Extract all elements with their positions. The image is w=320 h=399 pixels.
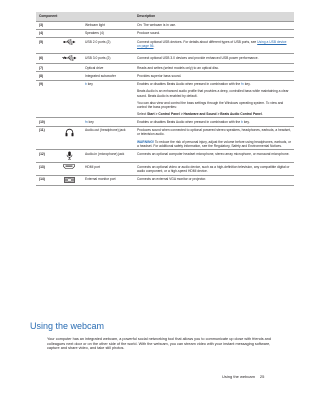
table-header-row	[36, 12, 294, 21]
icon-cell	[56, 21, 82, 29]
component-description	[134, 118, 294, 126]
usb-icon	[63, 39, 76, 45]
table-row	[36, 80, 294, 118]
text: Enables or disables Beats Audio when pressed in combination with the	[137, 82, 242, 87]
table-row	[36, 118, 294, 126]
component-name: Audio-in (microphone) jack	[82, 150, 134, 163]
menu-path: Start > Control Panel > Hardware and Sound > Beats Audio Control Panel	[147, 111, 262, 116]
microphone-icon	[66, 151, 73, 160]
description-text-end: .	[153, 43, 155, 48]
table-row	[36, 38, 294, 54]
text: key.	[242, 120, 250, 125]
section-heading: Using the webcam	[30, 321, 105, 331]
usb-device-link[interactable]: Using a USB device on page 56	[137, 39, 287, 48]
component-description: Reads and writes (select models only) to an optical disc.	[134, 64, 294, 72]
component-description	[134, 80, 294, 118]
component-name: Webcam light	[82, 21, 134, 29]
row-number: (12)	[36, 150, 56, 163]
table-row	[36, 163, 294, 175]
row-number: (9)	[36, 80, 56, 118]
b-key-label: b	[85, 82, 87, 87]
row-number: (7)	[36, 64, 56, 72]
table-row	[36, 64, 294, 72]
component-name: USB 3.0 ports (2)	[82, 54, 134, 64]
headphone-icon	[65, 128, 74, 137]
text: key.	[243, 82, 251, 87]
table-row	[36, 175, 294, 185]
table-row	[36, 54, 294, 64]
component-name	[82, 80, 134, 118]
warning-label: WARNING!	[137, 139, 155, 144]
key-suffix: key	[86, 82, 93, 87]
icon-cell	[56, 72, 82, 80]
footer-label: Using the webcam	[222, 374, 255, 379]
row-number: (10)	[36, 118, 56, 126]
monitor-port-icon	[64, 177, 75, 183]
hdmi-icon	[63, 164, 75, 169]
row-number: (13)	[36, 163, 56, 175]
usb-power-icon	[61, 55, 77, 61]
text: Select	[137, 111, 148, 116]
table-row	[36, 29, 294, 37]
component-name: Integrated subwoofer	[82, 72, 134, 80]
page-number: 25	[259, 374, 265, 379]
component-name	[82, 118, 134, 126]
page-footer	[222, 374, 264, 379]
component-name: Optical drive	[82, 64, 134, 72]
component-description: On: The webcam is in use.	[134, 21, 294, 29]
text: Enables or disables Beats Audio when pressed in combination with the	[137, 120, 242, 125]
component-name: External monitor port	[82, 175, 134, 185]
section-body: Your computer has an integrated webcam, a powerful social networking tool that allows you to communicate up close with friends and colleagues next door or on the other side of the world. With the webcam, you can stream video with your instant messaging software, capture and share video, and take still photos.	[47, 337, 271, 351]
icon-cell	[56, 29, 82, 37]
table-row	[36, 150, 294, 163]
table-row	[36, 21, 294, 29]
row-number: (14)	[36, 175, 56, 185]
component-description	[134, 126, 294, 150]
description-paragraph	[137, 112, 291, 116]
component-description: Provides superior bass sound.	[134, 72, 294, 80]
warning-text: To reduce the risk of personal injury, adjust the volume before using headphones, earbuds, or a headset. For additional safety information, see the Regulatory, Safety and Environmental Notices.	[137, 139, 292, 148]
description-text: Connect optional USB devices. For details about different types of USB ports, see	[137, 39, 258, 44]
component-name: Audio-out (headphone) jack	[82, 126, 134, 150]
icon-cell	[56, 118, 82, 126]
fn-key-label: fn	[85, 120, 88, 125]
icon-cell	[56, 64, 82, 72]
key-suffix: key	[87, 120, 94, 125]
description-paragraph: Produces sound when connected to optional powered stereo speakers, headphones, earbuds, a headset, or television audio.	[137, 128, 291, 137]
description-paragraph: You can also view and control the bass settings through the Windows operating system. To view and control the bass properties:	[137, 100, 284, 109]
warning-paragraph	[137, 140, 291, 148]
component-description: Connects an external VGA monitor or projector.	[134, 175, 294, 185]
component-description: Connects an optional video or audio device, such as a high-definition television, any compatible digital or audio component, or a high-speed HDMI device.	[134, 163, 294, 175]
row-number: (3)	[36, 21, 56, 29]
component-description: Produce sound.	[134, 29, 294, 37]
component-description	[134, 38, 294, 54]
component-name: USB 2.0 ports (2)	[82, 38, 134, 54]
icon-cell	[56, 80, 82, 118]
component-description: Connect optional USB 3.0 devices and provide enhanced USB power performance.	[134, 54, 294, 64]
table-row	[36, 126, 294, 150]
row-number: (6)	[36, 54, 56, 64]
row-number: (4)	[36, 29, 56, 37]
header-description: Description	[134, 12, 294, 21]
b-key-label: b	[241, 120, 243, 125]
component-name: Speakers (4)	[82, 29, 134, 37]
row-number: (8)	[36, 72, 56, 80]
row-number: (11)	[36, 126, 56, 150]
component-description: Connects an optional computer headset microphone, stereo array microphone, or monaural microphone.	[134, 150, 294, 163]
fn-key-label: fn	[241, 82, 244, 87]
description-paragraph: Beats Audio is an enhanced audio profile that provides a deep, controlled bass while maintaining a clear sound. Beats Audio is enabled by default.	[137, 89, 289, 98]
header-component: Component	[36, 12, 134, 21]
components-table	[36, 12, 294, 186]
text: .	[261, 111, 263, 116]
table-row	[36, 72, 294, 80]
description-paragraph	[137, 82, 291, 86]
component-name: HDMI port	[82, 163, 134, 175]
row-number: (5)	[36, 38, 56, 54]
